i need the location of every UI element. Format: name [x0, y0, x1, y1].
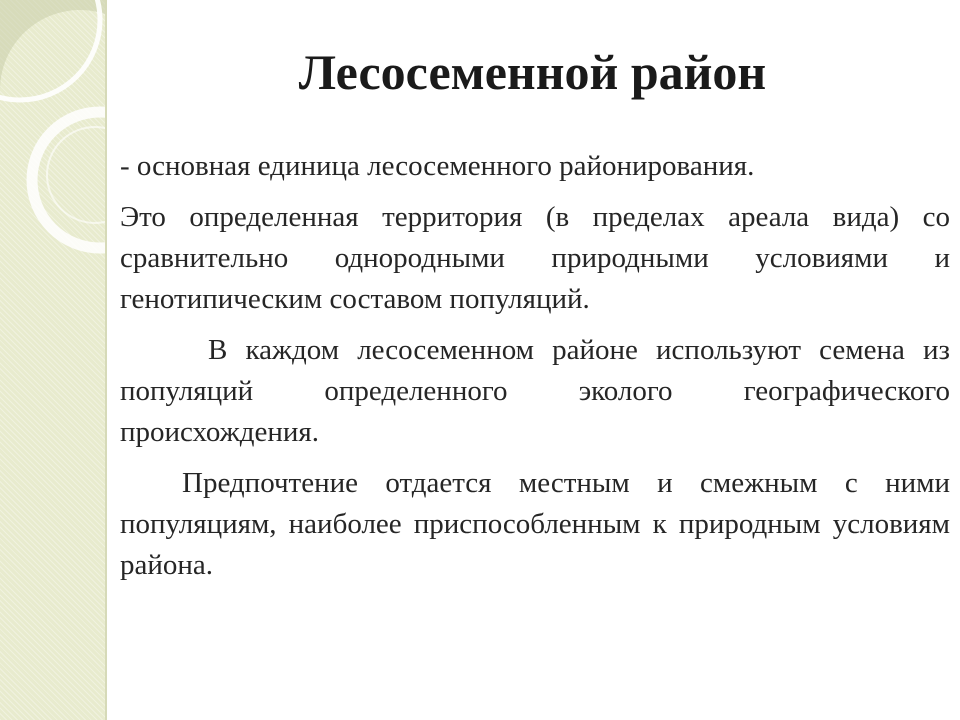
decorative-ring-small: [47, 127, 105, 223]
body-paragraph-seeds: В каждом лесосеменном районе используют семена из популяций определенного эколого географического происхождения.: [120, 334, 950, 448]
slide-body: [120, 146, 950, 596]
decorative-rings-graphic: [0, 0, 105, 720]
body-paragraph-definition: - основная единица лесосеменного районирования.: [120, 150, 755, 182]
body-paragraph-territory: Это определенная территория (в пределах ареала вида) со сравнительно однородными природными условиями и генотипическим составом популяций.: [120, 201, 950, 315]
decorative-side-panel: [0, 0, 107, 720]
slide-title: Лесосеменной район: [298, 44, 767, 100]
body-paragraph-preference: Предпочтение отдается местным и смежным с ними популяциям, наиболее приспособленным к природным условиям района.: [120, 467, 950, 581]
decorative-ring-medium: [32, 112, 105, 248]
corner-wedge-shape: [0, 0, 105, 90]
